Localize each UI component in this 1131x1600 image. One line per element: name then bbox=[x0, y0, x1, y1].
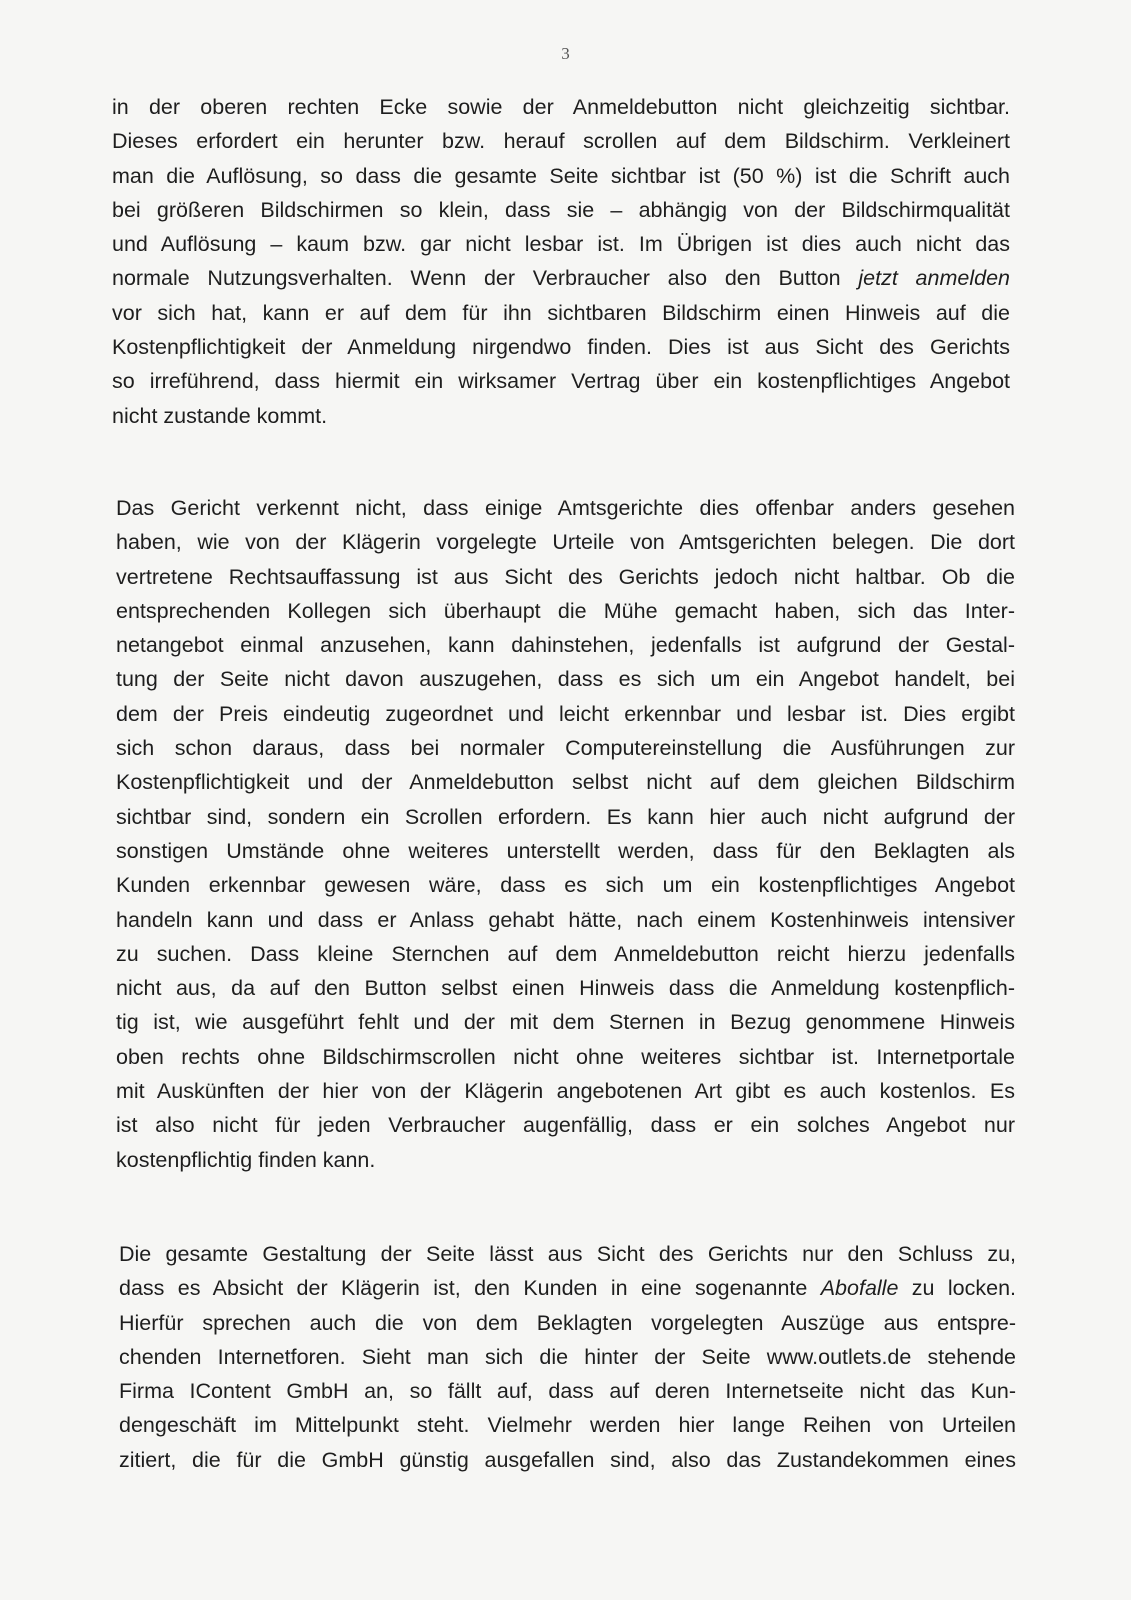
text-line: netangebot einmal anzusehen, kann dahinstehen, jedenfalls ist aufgrund der Gestal- bbox=[116, 633, 1015, 658]
text-line: vor sich hat, kann er auf dem für ihn sichtbaren Bildschirm einen Hinweis auf die bbox=[112, 300, 1010, 325]
text-line: Die gesamte Gestaltung der Seite lässt aus Sicht des Gerichts nur den Schluss zu, bbox=[119, 1242, 1016, 1266]
text-line: Hierfür sprechen auch die von dem Beklagten vorgelegten Auszüge aus entspre- bbox=[119, 1310, 1016, 1335]
paragraph-1 bbox=[112, 90, 1010, 433]
text-line: so irreführend, dass hiermit ein wirksamer Vertrag über ein kostenpflichtiges Angebot bbox=[112, 369, 1010, 394]
text-line: kostenpflichtig finden kann. bbox=[116, 1147, 376, 1172]
text-line: sonstigen Umstände ohne weiteres unterstellt werden, dass für den Beklagten als bbox=[116, 838, 1015, 863]
text-line: man die Auflösung, so dass die gesamte Seite sichtbar ist (50 %) ist die Schrift auch bbox=[112, 163, 1010, 188]
text-line: Kunden erkennbar gewesen wäre, dass es sich um ein kostenpflichtiges Angebot bbox=[116, 873, 1015, 898]
text-line: chenden Internetforen. Sieht man sich die hinter der Seite www.outlets.de stehende bbox=[119, 1344, 1016, 1369]
text-line bbox=[112, 261, 1010, 295]
text-line: Firma IContent GmbH an, so fällt auf, dass auf deren Internetseite nicht das Kun- bbox=[119, 1379, 1016, 1404]
text-line: und Auflösung – kaum bzw. gar nicht lesbar ist. Im Übrigen ist dies auch nicht das bbox=[112, 232, 1010, 257]
text-line: Kostenpflichtigkeit und der Anmeldebutton selbst nicht auf dem gleichen Bildschirm bbox=[116, 770, 1015, 795]
text-line: haben, wie von der Klägerin vorgelegte Urteile von Amtsgerichten belegen. Die dort bbox=[116, 530, 1015, 555]
text-line: Dieses erfordert ein herunter bzw. herauf scrollen auf dem Bildschirm. Verkleinert bbox=[112, 129, 1010, 154]
text-line: tung der Seite nicht davon auszugehen, dass es sich um ein Angebot handelt, bei bbox=[116, 667, 1015, 692]
text-line: dengeschäft im Mittelpunkt steht. Vielmehr werden hier lange Reihen von Urteilen bbox=[119, 1413, 1016, 1438]
paragraph-2 bbox=[116, 491, 1015, 1177]
text-line: bei größeren Bildschirmen so klein, dass sie – abhängig von der Bildschirmqualität bbox=[112, 197, 1010, 222]
text-line: Das Gericht verkennt nicht, dass einige Amtsgerichte dies offenbar anders gesehen bbox=[116, 496, 1015, 520]
text-line: mit Auskünften der hier von der Klägerin angebotenen Art gibt es auch kostenlos. Es bbox=[116, 1079, 1015, 1104]
italic-term: jetzt anmelden bbox=[858, 266, 1010, 291]
text-line: vertretene Rechtsauffassung ist aus Sicht des Gerichts jedoch nicht haltbar. Ob die bbox=[116, 564, 1015, 589]
text-segment: normale Nutzungsverhalten. Wenn der Verbraucher also den Button bbox=[112, 266, 859, 291]
text-line: nicht zustande kommt. bbox=[112, 403, 328, 428]
text-line: dem der Preis eindeutig zugeordnet und leicht erkennbar und lesbar ist. Dies ergibt bbox=[116, 701, 1015, 726]
text-line: Kostenpflichtigkeit der Anmeldung nirgendwo finden. Dies ist aus Sicht des Gerichts bbox=[112, 335, 1010, 360]
text-line: nicht aus, da auf den Button selbst einen Hinweis dass die Anmeldung kostenpflich- bbox=[116, 976, 1015, 1001]
page-number: 3 bbox=[561, 44, 570, 63]
text-line: zitiert, die für die GmbH günstig ausgefallen sind, also das Zustandekommen eines bbox=[119, 1447, 1016, 1472]
text-segment: dass es Absicht der Klägerin ist, den Kunden in eine sogenannte bbox=[119, 1276, 821, 1301]
text-line: ist also nicht für jeden Verbraucher augenfällig, dass er ein solches Angebot nur bbox=[116, 1113, 1015, 1138]
text-line: tig ist, wie ausgeführt fehlt und der mit dem Sternen in Bezug genommene Hinweis bbox=[116, 1010, 1015, 1035]
text-line: zu suchen. Dass kleine Sternchen auf dem Anmeldebutton reicht hierzu jedenfalls bbox=[116, 941, 1015, 966]
text-line: handeln kann und dass er Anlass gehabt hätte, nach einem Kostenhinweis intensiver bbox=[116, 907, 1015, 932]
text-line: sich schon daraus, dass bei normaler Computereinstellung die Ausführungen zur bbox=[116, 736, 1015, 761]
text-line bbox=[119, 1271, 1016, 1305]
text-line: oben rechts ohne Bildschirmscrollen nicht ohne weiteres sichtbar ist. Internetportale bbox=[116, 1044, 1015, 1069]
paragraph-3 bbox=[119, 1237, 1016, 1477]
text-line: entsprechenden Kollegen sich überhaupt die Mühe gemacht haben, sich das Inter- bbox=[116, 598, 1015, 623]
text-segment: zu locken. bbox=[898, 1276, 1016, 1301]
text-line: sichtbar sind, sondern ein Scrollen erfordern. Es kann hier auch nicht aufgrund der bbox=[116, 804, 1015, 829]
text-line: in der oberen rechten Ecke sowie der Anmeldebutton nicht gleichzeitig sichtbar. bbox=[112, 95, 1010, 119]
italic-term: Abofalle bbox=[820, 1276, 899, 1301]
